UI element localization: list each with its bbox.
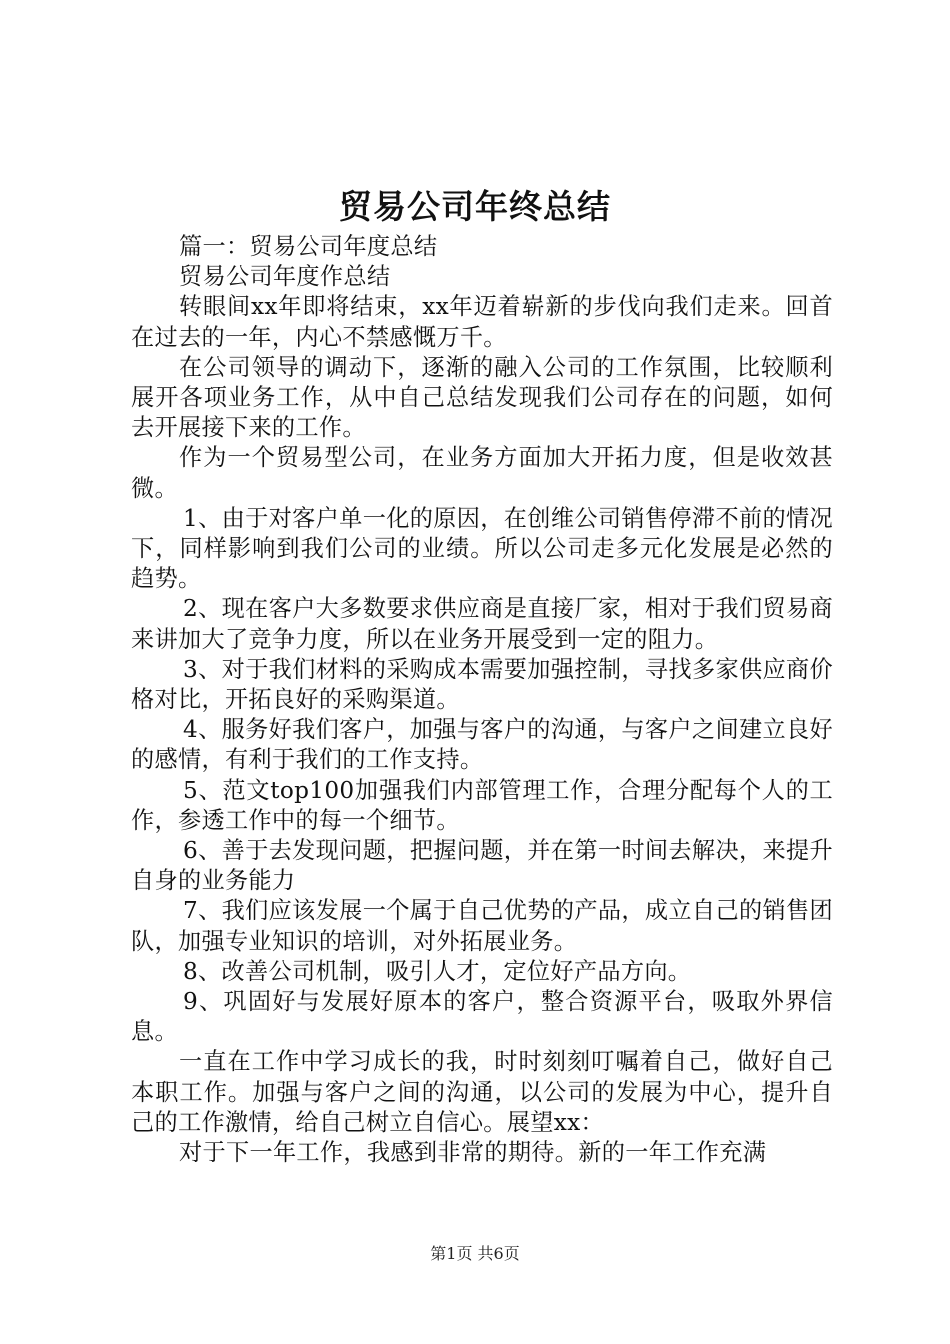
sub-heading: 贸易公司年度作总结 bbox=[179, 263, 391, 291]
paragraph: 在公司领导的调动下，逐渐的融入公司的工作氛围，比较顺利展开各项业务工作，从中自己总结发现我们公司存在的问题，如何去开展接下来的工作。 bbox=[131, 353, 833, 442]
list-item: 4、服务好我们客户，加强与客户的沟通，与客户之间建立良好的感情，有利于我们的工作支持。 bbox=[131, 716, 833, 774]
document-body bbox=[131, 232, 833, 1168]
list-item: 3、对于我们材料的采购成本需要加强控制，寻找多家供应商价格对比，开拓良好的采购渠道。 bbox=[131, 655, 833, 714]
paragraph: 作为一个贸易型公司，在业务方面加大开拓力度，但是收效甚微。 bbox=[131, 444, 833, 502]
list-item: 5、范文top100加强我们内部管理工作，合理分配每个人的工作，参透工作中的每一个细节。 bbox=[131, 776, 833, 834]
paragraph: 对于下一年工作，我感到非常的期待。新的一年工作充满 bbox=[179, 1139, 767, 1167]
list-item: 7、我们应该发展一个属于自己优势的产品，成立自己的销售团队，加强专业知识的培训，对外拓展业务。 bbox=[131, 897, 833, 955]
section-heading: 篇一：贸易公司年度总结 bbox=[179, 233, 438, 260]
list-item: 2、现在客户大多数要求供应商是直接厂家，相对于我们贸易商来讲加大了竞争力度，所以在业务开展受到一定的阻力。 bbox=[131, 595, 833, 653]
list-item: 8、改善公司机制，吸引人才，定位好产品方向。 bbox=[183, 957, 692, 985]
list-item: 9、巩固好与发展好原本的客户，整合资源平台，吸取外界信息。 bbox=[131, 988, 833, 1046]
document-title: 贸易公司年终总结 bbox=[339, 187, 611, 226]
list-item: 1、由于对客户单一化的原因，在创维公司销售停滞不前的情况下，同样影响到我们公司的业绩。所以公司走多元化发展是必然的趋势。 bbox=[131, 504, 833, 593]
paragraph: 一直在工作中学习成长的我，时时刻刻叮嘱着自己，做好自己本职工作。加强与客户之间的沟通，以公司的发展为中心，提升自己的工作激情，给自己树立自信心。展望xx： bbox=[131, 1048, 833, 1136]
list-item: 6、善于去发现问题，把握问题，并在第一时间去解决，来提升自身的业务能力 bbox=[131, 837, 833, 895]
page-footer: 第1页 共6页 bbox=[430, 1244, 520, 1263]
paragraph: 转眼间xx年即将结束，xx年迈着崭新的步伐向我们走来。回首在过去的一年，内心不禁感慨万千。 bbox=[131, 293, 833, 351]
